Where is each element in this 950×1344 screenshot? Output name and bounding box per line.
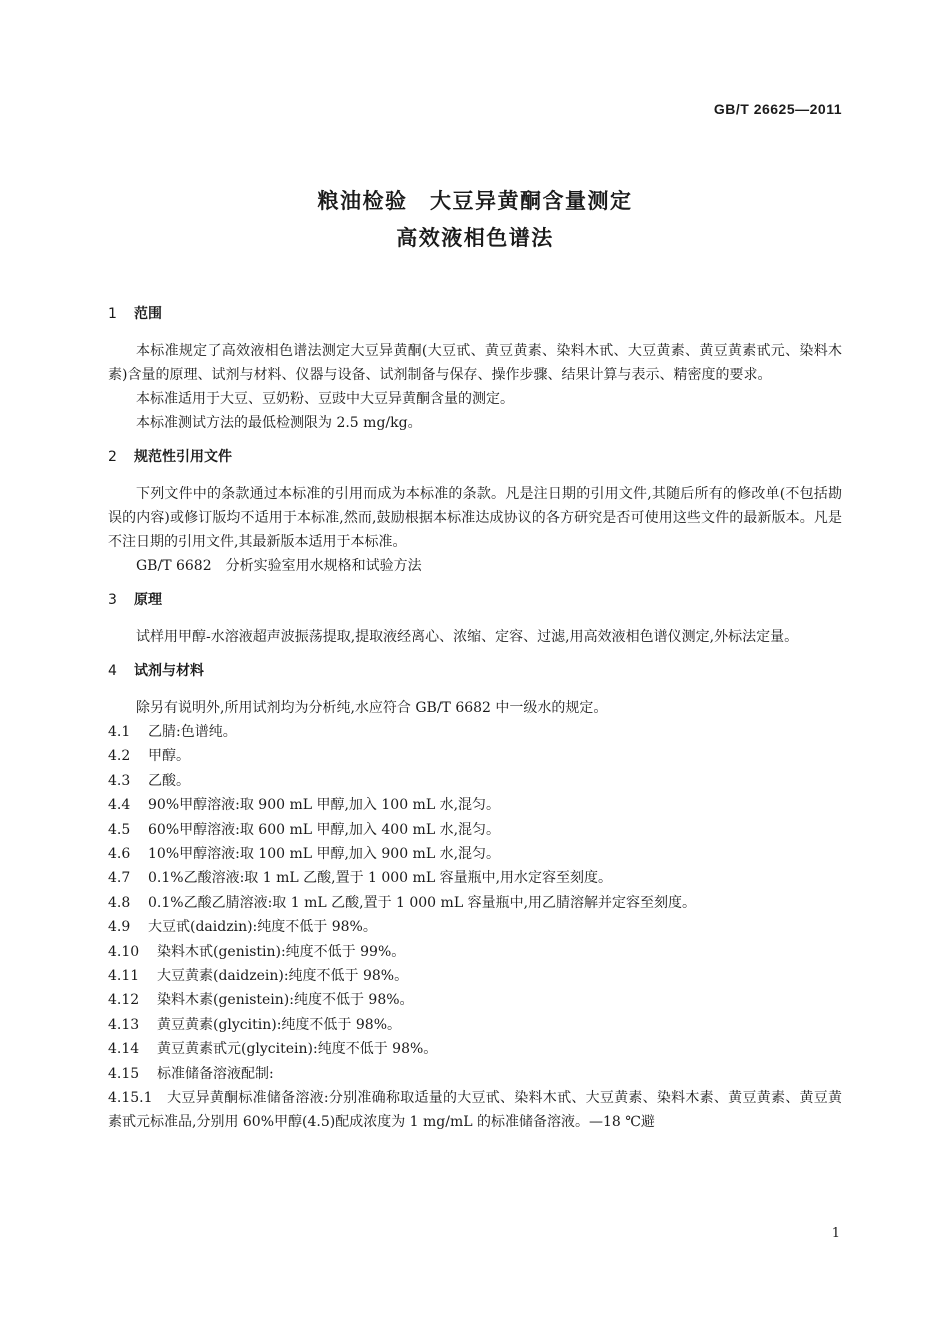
section-heading-principle: [108, 588, 842, 612]
list-item: 4.10 染料木甙(genistin):纯度不低于 99%。: [108, 943, 406, 960]
list-item: 4.7 0.1%乙酸溶液:取 1 mL 乙酸,置于 1 000 mL 容量瓶中,用水定容至刻度。: [108, 870, 613, 887]
item-number: 4.15.1: [108, 1090, 153, 1107]
section-title: 规范性引用文件: [134, 449, 232, 465]
section-heading-reagents: [108, 659, 842, 683]
standard-code-header: GB/T 26625—2011: [713, 101, 842, 117]
paragraph: 本标准适用于大豆、豆奶粉、豆豉中大豆异黄酮含量的测定。: [136, 391, 514, 407]
paragraph: 试样用甲醇-水溶液超声波振荡提取,提取液经离心、浓缩、定容、过滤,用高效液相色谱仪测定,外标法定量。: [136, 629, 799, 645]
paragraph: 本标准测试方法的最低检测限为 2.5 mg/kg。: [136, 415, 422, 431]
list-item: [108, 1086, 842, 1134]
section-number: 2: [108, 449, 117, 465]
document-body: [108, 302, 842, 1134]
list-item: 4.1 乙腈:色谱纯。: [108, 724, 237, 740]
list-item: 4.8 0.1%乙酸乙腈溶液:取 1 mL 乙酸,置于 1 000 mL 容量瓶中,用乙腈溶解并定容至刻度。: [108, 894, 697, 911]
list-item: 4.9 大豆甙(daidzin):纯度不低于 98%。: [108, 919, 377, 936]
list-item: 4.13 黄豆黄素(glycitin):纯度不低于 98%。: [108, 1016, 401, 1033]
item-text: 大豆异黄酮标准储备溶液:分别准确称取适量的大豆甙、染料木甙、大豆黄素、染料木素、黄豆黄素、黄豆黄素甙元标准品,分别用 60%甲醇(4.5)配成浓度为 1 mg/mL 的标准储备溶液。—18 ℃避: [108, 1090, 843, 1131]
reference-entry: GB/T 6682 分析实验室用水规格和试验方法: [136, 558, 422, 574]
list-item: 4.12 染料木素(genistein):纯度不低于 98%。: [108, 992, 414, 1009]
list-item: 4.15 标准储备溶液配制:: [108, 1065, 274, 1082]
list-item: 4.5 60%甲醇溶液:取 600 mL 甲醇,加入 400 mL 水,混匀。: [108, 821, 501, 838]
list-item: 4.2 甲醇。: [108, 748, 190, 765]
section-title: 范围: [134, 306, 162, 322]
document-title-line2: 高效液相色谱法: [396, 226, 554, 250]
list-item: 4.14 黄豆黄素甙元(glycitein):纯度不低于 98%。: [108, 1041, 438, 1058]
section-heading-normative-references: [108, 445, 842, 469]
list-item: 4.4 90%甲醇溶液:取 900 mL 甲醇,加入 100 mL 水,混匀。: [108, 797, 501, 814]
list-item: 4.3 乙酸。: [108, 772, 190, 789]
list-item: 4.6 10%甲醇溶液:取 100 mL 甲醇,加入 900 mL 水,混匀。: [108, 846, 501, 863]
paragraph: 本标准规定了高效液相色谱法测定大豆异黄酮(大豆甙、黄豆黄素、染料木甙、大豆黄素、黄豆黄素甙元、染料木素)含量的原理、试剂与材料、仪器与设备、试剂制备与保存、操作步骤、结果计算与表示、精密度的要求。: [108, 343, 842, 383]
section-number: 1: [108, 306, 117, 322]
section-number: 4: [108, 663, 117, 679]
page-number: 1: [831, 1226, 840, 1241]
section-title: 试剂与材料: [134, 663, 204, 679]
paragraph: 下列文件中的条款通过本标准的引用而成为本标准的条款。凡是注日期的引用文件,其随后所有的修改单(不包括勘误的内容)或修订版均不适用于本标准,然而,鼓励根据本标准达成协议的各方研究是否可使用这些文件的最新版本。凡是不注日期的引用文件,其最新版本适用于本标准。: [108, 486, 842, 550]
paragraph: 除另有说明外,所用试剂均为分析纯,水应符合 GB/T 6682 中一级水的规定。: [136, 700, 608, 716]
list-item: 4.11 大豆黄素(daidzein):纯度不低于 98%。: [108, 968, 409, 985]
document-title-line1: 粮油检验 大豆异黄酮含量测定: [317, 189, 633, 213]
section-number: 3: [108, 592, 117, 608]
section-title: 原理: [134, 592, 162, 608]
section-heading-scope: [108, 302, 842, 326]
